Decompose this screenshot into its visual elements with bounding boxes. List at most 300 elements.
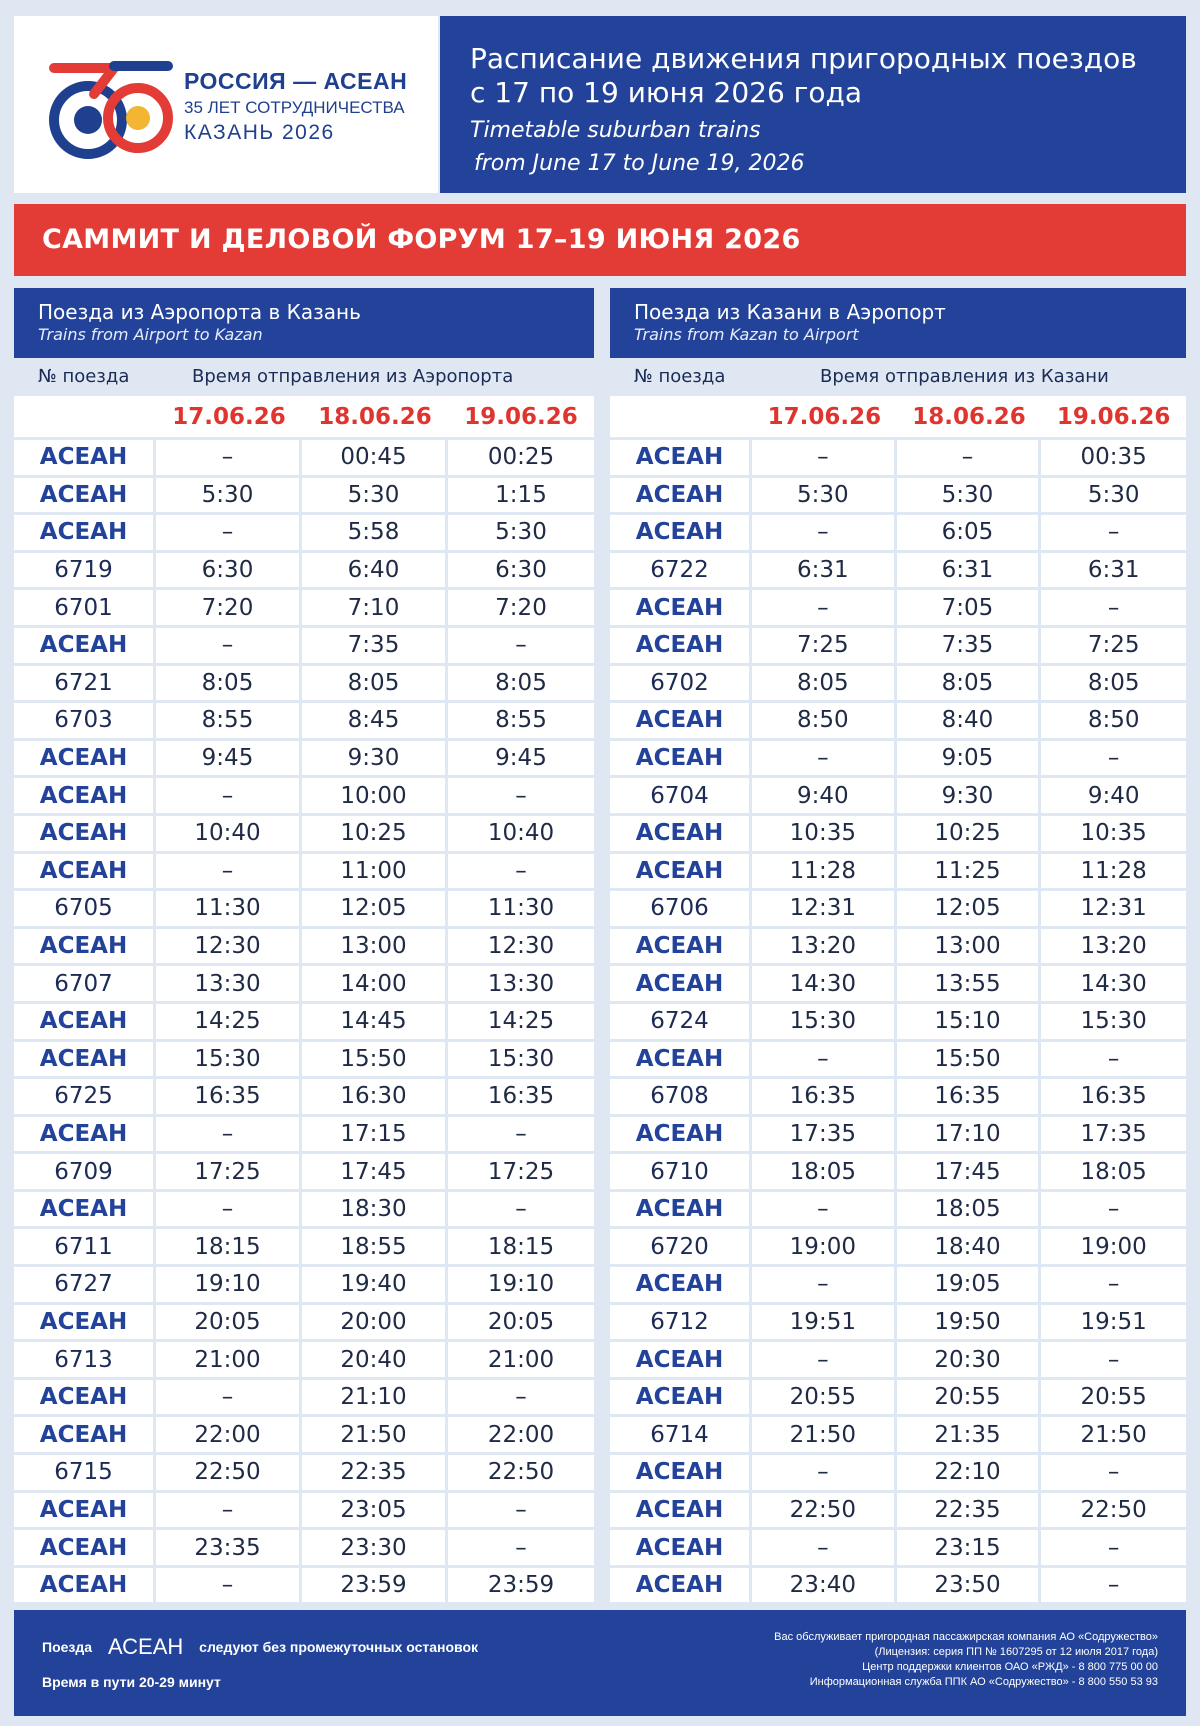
left-table-row	[14, 590, 594, 628]
left-departure-time: –	[448, 778, 594, 816]
left-departure-time: 11:30	[448, 891, 594, 929]
right-departure-time: –	[1041, 515, 1186, 553]
right-table-row	[610, 1079, 1186, 1117]
left-departure-time: –	[156, 1380, 302, 1418]
left-departure-time: 7:35	[302, 628, 448, 666]
left-train-number: 6725	[14, 1079, 156, 1117]
right-train-number: 6704	[610, 778, 752, 816]
left-table-row	[14, 1568, 594, 1606]
right-col-train-label: № поезда	[634, 366, 726, 387]
right-departure-time: 5:30	[1041, 478, 1186, 516]
right-table-row	[610, 478, 1186, 516]
left-train-number: АСЕАН	[14, 628, 156, 666]
right-train-number: АСЕАН	[610, 440, 752, 478]
right-train-number: АСЕАН	[610, 929, 752, 967]
right-departure-time: 10:35	[752, 816, 897, 854]
left-date-row	[14, 396, 594, 440]
right-departure-time: 17:35	[752, 1117, 897, 1155]
right-departure-time: 8:50	[1041, 703, 1186, 741]
left-departure-time: 23:30	[302, 1530, 448, 1568]
right-train-number: АСЕАН	[610, 478, 752, 516]
right-departure-time: 15:30	[1041, 1004, 1186, 1042]
left-departure-time: –	[156, 854, 302, 892]
right-table-row	[610, 515, 1186, 553]
title-en-line-1: Timetable suburban trains	[470, 118, 761, 143]
left-train-number: АСЕАН	[14, 1117, 156, 1155]
left-departure-time: 6:30	[448, 553, 594, 591]
right-departure-time: 8:05	[897, 666, 1042, 704]
right-train-number: АСЕАН	[610, 1568, 752, 1606]
left-table-header	[14, 288, 594, 358]
right-departure-time: –	[752, 741, 897, 779]
left-departure-time: 13:00	[302, 929, 448, 967]
left-table-row	[14, 741, 594, 779]
right-schedule-table	[610, 396, 1186, 1605]
right-table-row	[610, 929, 1186, 967]
right-table-row	[610, 741, 1186, 779]
right-departure-time: 5:30	[897, 478, 1042, 516]
right-table-row	[610, 1305, 1186, 1343]
right-table-row	[610, 553, 1186, 591]
right-departure-time: 16:35	[752, 1079, 897, 1117]
left-departure-time: 22:35	[302, 1455, 448, 1493]
right-table-row	[610, 1192, 1186, 1230]
left-departure-time: 16:35	[448, 1079, 594, 1117]
left-departure-time: 22:00	[448, 1417, 594, 1455]
left-departure-time: 11:00	[302, 854, 448, 892]
right-departure-time: –	[1041, 590, 1186, 628]
right-table-row	[610, 1229, 1186, 1267]
left-train-number: АСЕАН	[14, 1568, 156, 1606]
left-departure-time: –	[156, 515, 302, 553]
logo-block	[14, 16, 438, 193]
footer-note-prefix: Поезда	[42, 1639, 93, 1655]
right-table-row	[610, 628, 1186, 666]
left-date-header: 19.06.26	[448, 396, 594, 440]
right-departure-time: 20:55	[752, 1380, 897, 1418]
right-departure-time: 12:31	[1041, 891, 1186, 929]
left-departure-time: 21:50	[302, 1417, 448, 1455]
left-train-number: 6701	[14, 590, 156, 628]
left-table-row	[14, 703, 594, 741]
right-table-row	[610, 440, 1186, 478]
left-departure-time: 18:15	[156, 1229, 302, 1267]
left-train-number: АСЕАН	[14, 1305, 156, 1343]
left-departure-time: –	[448, 1192, 594, 1230]
left-table-row	[14, 440, 594, 478]
right-departure-time: 21:50	[1041, 1417, 1186, 1455]
right-departure-time: –	[752, 515, 897, 553]
footer-info-line-2: (Лицензия: серия ПП № 1607295 от 12 июля 2017 года)	[874, 1646, 1158, 1658]
left-date-header: 18.06.26	[302, 396, 448, 440]
left-departure-time: 13:30	[448, 966, 594, 1004]
right-train-number: АСЕАН	[610, 703, 752, 741]
left-departure-time: 19:10	[448, 1267, 594, 1305]
left-departure-time: 10:40	[156, 816, 302, 854]
right-departure-time: 20:55	[1041, 1380, 1186, 1418]
left-departure-time: 8:05	[302, 666, 448, 704]
right-departure-time: 16:35	[897, 1079, 1042, 1117]
left-departure-time: 20:00	[302, 1305, 448, 1343]
right-timetable	[610, 288, 1186, 1605]
left-train-number: 6715	[14, 1455, 156, 1493]
left-departure-time: 18:30	[302, 1192, 448, 1230]
left-table-row	[14, 1417, 594, 1455]
right-table-row	[610, 1004, 1186, 1042]
right-table-row	[610, 590, 1186, 628]
left-column-headers	[14, 358, 594, 396]
left-train-number: АСЕАН	[14, 440, 156, 478]
left-departure-time: 7:20	[156, 590, 302, 628]
right-departure-time: –	[752, 1455, 897, 1493]
left-departure-time: –	[448, 1380, 594, 1418]
right-train-number: 6714	[610, 1417, 752, 1455]
footer-info-line-1: Вас обслуживает пригородная пассажирская компания АО «Содружество»	[774, 1631, 1158, 1643]
right-departure-time: 17:10	[897, 1117, 1042, 1155]
right-train-number: АСЕАН	[610, 1455, 752, 1493]
right-train-number: 6712	[610, 1305, 752, 1343]
left-col-train-label: № поезда	[38, 366, 130, 387]
footer-note-train: АСЕАН	[107, 1634, 184, 1659]
right-train-number: 6724	[610, 1004, 752, 1042]
left-train-number: 6727	[14, 1267, 156, 1305]
left-departure-time: 8:05	[448, 666, 594, 704]
left-departure-time: 8:45	[302, 703, 448, 741]
left-departure-time: 8:55	[448, 703, 594, 741]
left-departure-time: 17:25	[448, 1154, 594, 1192]
left-departure-time: 16:30	[302, 1079, 448, 1117]
left-train-number: АСЕАН	[14, 515, 156, 553]
right-table-row	[610, 1042, 1186, 1080]
left-departure-time: 14:25	[156, 1004, 302, 1042]
right-departure-time: –	[897, 440, 1042, 478]
right-departure-time: 14:30	[1041, 966, 1186, 1004]
right-date-row	[610, 396, 1186, 440]
left-departure-time: 17:15	[302, 1117, 448, 1155]
left-departure-time: 18:55	[302, 1229, 448, 1267]
right-departure-time: 8:05	[752, 666, 897, 704]
left-table-row	[14, 666, 594, 704]
right-column-headers	[610, 358, 1186, 396]
right-departure-time: –	[752, 1530, 897, 1568]
right-table-row	[610, 891, 1186, 929]
right-departure-time: 12:31	[752, 891, 897, 929]
right-train-number: АСЕАН	[610, 854, 752, 892]
right-departure-time: 12:05	[897, 891, 1042, 929]
left-table-subtitle: Trains from Airport to Kazan	[38, 325, 263, 344]
russia-asean-35-logo	[44, 54, 174, 166]
left-departure-time: –	[156, 1568, 302, 1606]
footer-note-suffix: следуют без промежуточных остановок	[199, 1639, 479, 1655]
left-departure-time: –	[448, 1530, 594, 1568]
left-departure-time: 12:30	[448, 929, 594, 967]
right-table-title: Поезда из Казани в Аэропорт	[634, 300, 946, 324]
left-train-number: АСЕАН	[14, 1530, 156, 1568]
left-train-number: АСЕАН	[14, 1042, 156, 1080]
left-departure-time: 21:00	[448, 1342, 594, 1380]
left-departure-time: 7:10	[302, 590, 448, 628]
left-table-row	[14, 816, 594, 854]
left-departure-time: 15:50	[302, 1042, 448, 1080]
right-table-row	[610, 1267, 1186, 1305]
right-departure-time: 21:50	[752, 1417, 897, 1455]
right-departure-time: 13:20	[1041, 929, 1186, 967]
left-departure-time: 13:30	[156, 966, 302, 1004]
left-departure-time: 00:25	[448, 440, 594, 478]
left-train-number: 6719	[14, 553, 156, 591]
right-departure-time: 19:51	[752, 1305, 897, 1343]
right-date-header: 19.06.26	[1041, 396, 1186, 440]
left-table-row	[14, 1004, 594, 1042]
right-departure-time: –	[752, 440, 897, 478]
left-departure-time: 14:45	[302, 1004, 448, 1042]
left-departure-time: 00:45	[302, 440, 448, 478]
right-departure-time: 19:51	[1041, 1305, 1186, 1343]
summit-banner: САММИТ И ДЕЛОВОЙ ФОРУМ 17–19 ИЮНЯ 2026	[14, 204, 1186, 276]
right-departure-time: 11:28	[752, 854, 897, 892]
left-departure-time: 22:50	[448, 1455, 594, 1493]
title-en-line-2: from June 17 to June 19, 2026	[474, 151, 805, 176]
right-departure-time: 22:10	[897, 1455, 1042, 1493]
right-train-number: АСЕАН	[610, 515, 752, 553]
left-table-row	[14, 966, 594, 1004]
left-departure-time: 14:25	[448, 1004, 594, 1042]
left-departure-time: 19:10	[156, 1267, 302, 1305]
left-schedule-table	[14, 396, 594, 1605]
right-departure-time: 10:35	[1041, 816, 1186, 854]
right-departure-time: 5:30	[752, 478, 897, 516]
right-departure-time: 11:25	[897, 854, 1042, 892]
left-train-number: АСЕАН	[14, 854, 156, 892]
right-table-row	[610, 1380, 1186, 1418]
right-departure-time: 20:55	[897, 1380, 1042, 1418]
right-table-row	[610, 1117, 1186, 1155]
left-departure-time: 17:45	[302, 1154, 448, 1192]
title-ru-line-2: с 17 по 19 июня 2026 года	[470, 76, 863, 109]
left-table-row	[14, 891, 594, 929]
footer-info-line-4: Информационная служба ППК АО «Содружество» - 8 800 550 53 93	[809, 1676, 1158, 1688]
left-departure-time: 5:58	[302, 515, 448, 553]
right-departure-time: 18:05	[897, 1192, 1042, 1230]
left-departure-time: 20:40	[302, 1342, 448, 1380]
right-departure-time: 21:35	[897, 1417, 1042, 1455]
right-train-number: АСЕАН	[610, 1380, 752, 1418]
left-table-row	[14, 1493, 594, 1531]
left-train-number: 6705	[14, 891, 156, 929]
right-train-number: АСЕАН	[610, 1530, 752, 1568]
right-departure-time: 8:40	[897, 703, 1042, 741]
right-departure-time: –	[752, 1267, 897, 1305]
footer	[14, 1610, 1186, 1716]
right-train-number: АСЕАН	[610, 1117, 752, 1155]
right-departure-time: 19:05	[897, 1267, 1042, 1305]
left-departure-time: 18:15	[448, 1229, 594, 1267]
right-departure-time: 6:05	[897, 515, 1042, 553]
footer-info-line-3: Центр поддержки клиентов ОАО «РЖД» - 8 800 775 00 00	[862, 1661, 1158, 1673]
left-departure-time: –	[156, 778, 302, 816]
title-block	[440, 16, 1186, 193]
left-table-row	[14, 1042, 594, 1080]
right-departure-time: 13:00	[897, 929, 1042, 967]
right-train-number: АСЕАН	[610, 741, 752, 779]
logo-text	[184, 68, 407, 145]
left-train-number: АСЕАН	[14, 1004, 156, 1042]
right-departure-time: 18:05	[1041, 1154, 1186, 1192]
left-departure-time: –	[448, 628, 594, 666]
left-table-row	[14, 1305, 594, 1343]
right-departure-time: 10:25	[897, 816, 1042, 854]
left-date-blank	[14, 396, 156, 440]
right-departure-time: 19:00	[752, 1229, 897, 1267]
right-train-number: АСЕАН	[610, 1493, 752, 1531]
left-departure-time: 17:25	[156, 1154, 302, 1192]
left-departure-time: 15:30	[448, 1042, 594, 1080]
right-departure-time: 15:30	[752, 1004, 897, 1042]
left-departure-time: 20:05	[156, 1305, 302, 1343]
right-departure-time: 22:35	[897, 1493, 1042, 1531]
right-train-number: АСЕАН	[610, 1042, 752, 1080]
right-departure-time: –	[1041, 1568, 1186, 1606]
right-departure-time: 23:50	[897, 1568, 1042, 1606]
right-departure-time: 9:40	[1041, 778, 1186, 816]
right-departure-time: 20:30	[897, 1342, 1042, 1380]
left-departure-time: –	[448, 1493, 594, 1531]
left-departure-time: –	[156, 1192, 302, 1230]
right-departure-time: 16:35	[1041, 1079, 1186, 1117]
left-departure-time: 14:00	[302, 966, 448, 1004]
right-table-row	[610, 854, 1186, 892]
left-table-row	[14, 854, 594, 892]
left-train-number: АСЕАН	[14, 1380, 156, 1418]
logo-line-1: РОССИЯ — АСЕАН	[184, 68, 408, 94]
right-train-number: АСЕАН	[610, 1267, 752, 1305]
right-table-subtitle: Trains from Kazan to Airport	[634, 325, 859, 344]
right-table-header	[610, 288, 1186, 358]
right-departure-time: 17:35	[1041, 1117, 1186, 1155]
right-departure-time: –	[752, 1342, 897, 1380]
right-departure-time: 8:05	[1041, 666, 1186, 704]
right-departure-time: –	[752, 1192, 897, 1230]
left-departure-time: 19:40	[302, 1267, 448, 1305]
right-departure-time: 11:28	[1041, 854, 1186, 892]
left-train-number: 6707	[14, 966, 156, 1004]
left-col-time-label: Время отправления из Аэропорта	[192, 366, 514, 387]
left-table-row	[14, 1154, 594, 1192]
footer-travel-time: Время в пути 20-29 минут	[42, 1674, 221, 1690]
right-departure-time: 18:05	[752, 1154, 897, 1192]
left-table-row	[14, 1117, 594, 1155]
left-table-row	[14, 478, 594, 516]
left-departure-time: –	[156, 440, 302, 478]
left-departure-time: 5:30	[156, 478, 302, 516]
right-departure-time: 13:20	[752, 929, 897, 967]
left-departure-time: 10:25	[302, 816, 448, 854]
left-table-row	[14, 553, 594, 591]
left-train-number: 6703	[14, 703, 156, 741]
right-departure-time: –	[1041, 1455, 1186, 1493]
left-departure-time: –	[448, 854, 594, 892]
right-departure-time: 17:45	[897, 1154, 1042, 1192]
right-table-row	[610, 1530, 1186, 1568]
left-departure-time: 15:30	[156, 1042, 302, 1080]
right-departure-time: –	[752, 1042, 897, 1080]
right-table-row	[610, 1417, 1186, 1455]
logo-line-2: 35 ЛЕТ СОТРУДНИЧЕСТВА	[184, 98, 405, 117]
right-departure-time: 00:35	[1041, 440, 1186, 478]
right-departure-time: 6:31	[897, 553, 1042, 591]
right-departure-time: 23:15	[897, 1530, 1042, 1568]
left-train-number: 6713	[14, 1342, 156, 1380]
right-departure-time: –	[1041, 1530, 1186, 1568]
left-table-row	[14, 628, 594, 666]
left-table-row	[14, 1192, 594, 1230]
left-departure-time: –	[156, 1117, 302, 1155]
right-train-number: 6710	[610, 1154, 752, 1192]
right-train-number: 6708	[610, 1079, 752, 1117]
left-departure-time: 6:40	[302, 553, 448, 591]
right-train-number: АСЕАН	[610, 1342, 752, 1380]
left-departure-time: 5:30	[448, 515, 594, 553]
left-departure-time: 22:00	[156, 1417, 302, 1455]
right-departure-time: 14:30	[752, 966, 897, 1004]
right-departure-time: –	[1041, 1267, 1186, 1305]
right-departure-time: –	[1041, 741, 1186, 779]
left-train-number: 6721	[14, 666, 156, 704]
left-train-number: АСЕАН	[14, 778, 156, 816]
right-table-row	[610, 816, 1186, 854]
right-train-number: АСЕАН	[610, 590, 752, 628]
left-train-number: АСЕАН	[14, 1192, 156, 1230]
left-table-row	[14, 1530, 594, 1568]
right-table-row	[610, 1493, 1186, 1531]
left-table-row	[14, 778, 594, 816]
left-train-number: АСЕАН	[14, 1417, 156, 1455]
left-departure-time: 23:05	[302, 1493, 448, 1531]
logo-line-3: КАЗАНЬ 2026	[184, 121, 335, 144]
left-timetable	[14, 288, 594, 1605]
right-table-row	[610, 1455, 1186, 1493]
right-table-row	[610, 703, 1186, 741]
left-departure-time: 9:45	[448, 741, 594, 779]
left-departure-time: –	[156, 628, 302, 666]
right-departure-time: –	[752, 590, 897, 628]
left-table-row	[14, 1342, 594, 1380]
right-table-row	[610, 666, 1186, 704]
left-departure-time: 9:30	[302, 741, 448, 779]
right-departure-time: 7:05	[897, 590, 1042, 628]
right-table-row	[610, 1154, 1186, 1192]
left-departure-time: 21:10	[302, 1380, 448, 1418]
left-departure-time: 23:35	[156, 1530, 302, 1568]
right-train-number: 6702	[610, 666, 752, 704]
left-train-number: АСЕАН	[14, 816, 156, 854]
right-departure-time: 22:50	[752, 1493, 897, 1531]
right-table-row	[610, 778, 1186, 816]
left-departure-time: 7:20	[448, 590, 594, 628]
right-departure-time: 7:25	[1041, 628, 1186, 666]
left-departure-time: 8:05	[156, 666, 302, 704]
left-departure-time: 1:15	[448, 478, 594, 516]
right-departure-time: 23:40	[752, 1568, 897, 1606]
right-table-row	[610, 966, 1186, 1004]
title-ru-line-1: Расписание движения пригородных поездов	[470, 42, 1137, 75]
left-table-row	[14, 1267, 594, 1305]
right-departure-time: –	[1041, 1342, 1186, 1380]
left-departure-time: 16:35	[156, 1079, 302, 1117]
left-table-row	[14, 1455, 594, 1493]
left-table-title: Поезда из Аэропорта в Казань	[38, 300, 361, 324]
left-departure-time: 9:45	[156, 741, 302, 779]
